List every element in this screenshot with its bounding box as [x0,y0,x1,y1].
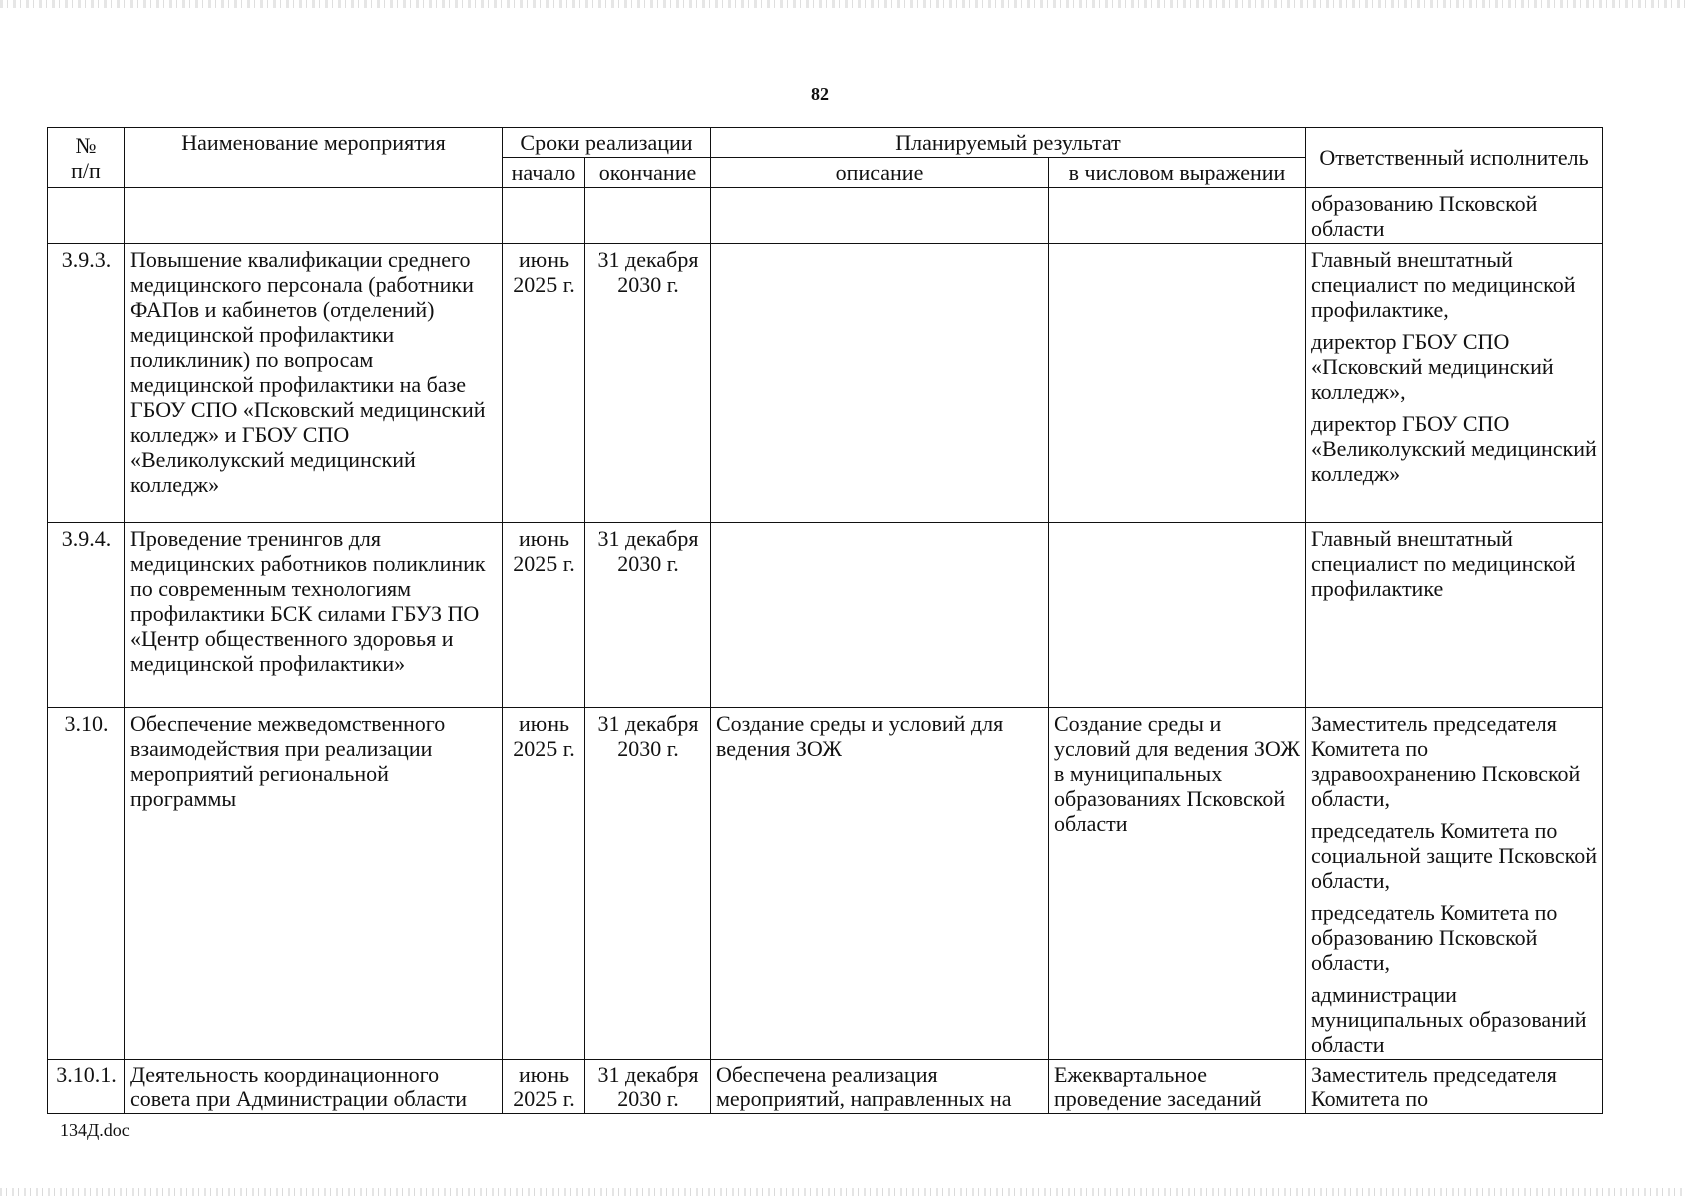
header-description: описание [711,158,1049,188]
cell-responsible [1306,708,1603,1060]
responsible-line: образованию Псковской области [1311,191,1538,241]
cell-end: 31 декабря 2030 г. [585,708,711,1060]
responsible-line: Заместитель председателя Комитета по здравоохранению Псковской области, [1311,711,1581,811]
responsible-line: председатель Комитета по социальной защите Псковской области, [1311,818,1597,893]
header-name: Наименование мероприятия [125,128,503,188]
table-row [48,523,1603,708]
footer-filename: 134Д.doc [60,1120,130,1140]
header-num: № п/п [48,128,125,188]
page-number: 82 [811,84,829,104]
responsible-line: администрации муниципальных образований области [1311,982,1587,1057]
header-planned-result: Планируемый результат [711,128,1306,158]
cell-numeric: Создание среды и условий для ведения ЗОЖ в муниципальных образованиях Псковской области [1049,708,1306,1060]
cell-responsible [1306,188,1603,244]
responsible-line: Главный внештатный специалист по медицинской профилактике, [1311,247,1576,322]
cell-end: 31 декабря 2030 г. [585,523,711,708]
cell-name [125,188,503,244]
cell-name: Проведение тренингов для медицинских работников поликлиник по современным технологиям профилактики БСК силами ГБУЗ ПО «Центр общественного здоровья и медицинской профилактики» [125,523,503,708]
header-end: окончание [585,158,711,188]
cell-numeric: Ежеквартальное проведение заседаний [1049,1060,1306,1114]
cell-num [48,188,125,244]
cell-numeric [1049,523,1306,708]
cell-start [503,188,585,244]
responsible-line: Заместитель председателя Комитета по [1311,1062,1557,1111]
header-responsible: Ответственный исполнитель [1306,128,1603,188]
cell-description [711,244,1049,523]
cell-num: 3.9.4. [48,523,125,708]
cell-num: 3.10. [48,708,125,1060]
table-row [48,244,1603,523]
cell-end: 31 декабря 2030 г. [585,244,711,523]
cell-description: Создание среды и условий для ведения ЗОЖ [711,708,1049,1060]
table-row [48,708,1603,1060]
cell-name: Повышение квалификации среднего медицинского персонала (работники ФАПов и кабинетов (отделений) медицинской профилактики поликлиник) по вопросам медицинской профилактики на базе ГБОУ СПО «Псковский медицинский колледж» и ГБОУ СПО «Великолукский медицинский колледж» [125,244,503,523]
responsible-line: Главный внештатный специалист по медицинской профилактике [1311,526,1576,601]
header-terms: Сроки реализации [503,128,711,158]
cell-start: июнь 2025 г. [503,244,585,523]
responsible-line: директор ГБОУ СПО «Великолукский медицинский колледж» [1311,411,1597,486]
cell-start: июнь 2025 г. [503,523,585,708]
cell-end: 31 декабря 2030 г. [585,1060,711,1114]
cell-numeric [1049,188,1306,244]
table-row [48,1060,1603,1114]
cell-responsible [1306,1060,1603,1114]
cell-name: Деятельность координационного совета при Администрации области [125,1060,503,1114]
responsible-line: директор ГБОУ СПО «Псковский медицинский колледж», [1311,329,1554,404]
header-row-1 [48,128,1603,158]
cell-name: Обеспечение межведомственного взаимодействия при реализации мероприятий региональной программы [125,708,503,1060]
cell-num: 3.9.3. [48,244,125,523]
scan-edge-top [0,0,1686,8]
cell-responsible [1306,244,1603,523]
cell-description: Обеспечена реализация мероприятий, направленных на [711,1060,1049,1114]
cell-description [711,523,1049,708]
activities-table [47,127,1603,1114]
header-numeric: в числовом выражении [1049,158,1306,188]
cell-numeric [1049,244,1306,523]
cell-description [711,188,1049,244]
cell-num: 3.10.1. [48,1060,125,1114]
cell-end [585,188,711,244]
cell-responsible [1306,523,1603,708]
table-row-continuation [48,188,1603,244]
scan-edge-bottom [0,1188,1686,1196]
header-start: начало [503,158,585,188]
cell-start: июнь 2025 г. [503,708,585,1060]
responsible-line: председатель Комитета по образованию Псковской области, [1311,900,1558,975]
cell-start: июнь 2025 г. [503,1060,585,1114]
